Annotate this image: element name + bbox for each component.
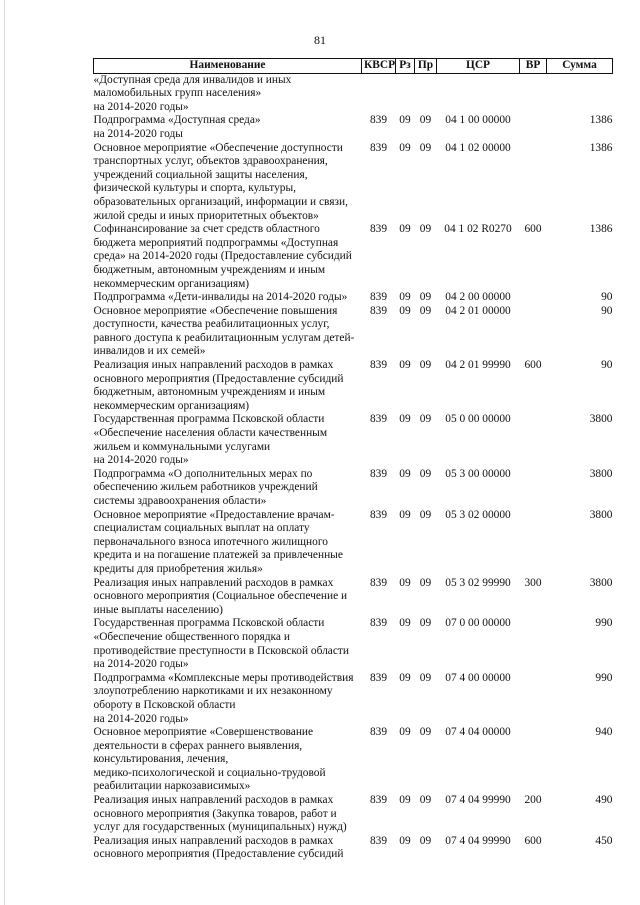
cell-kvsr: 839 [369,114,388,127]
budget-table [93,58,613,862]
cell-sum: 3800 [589,576,613,589]
cell-name: Подпрограмма «Доступная среда» на 2014-2020 годы [93,114,261,140]
cell-rz: 09 [399,794,411,807]
cell-sum: 990 [595,617,613,630]
cell-name: Реализация иных направлений расходов в рамках основного мероприятия (Предоставление субсидий [93,834,344,861]
cell-csr: 04 2 00 00000 [445,291,511,304]
cell-csr: 07 4 04 99990 [445,834,511,847]
cell-kvsr: 839 [369,304,388,317]
cell-name: Реализация иных направлений расходов в рамках основного мероприятия (Предоставление субсидий бюджетным, автономным учреждениям и иным некоммерческим организациям) [93,359,344,412]
cell-name: Реализация иных направлений расходов в рамках основного мероприятия (Закупка товаров, работ и услуг для государственных (муниципальных) нужд) [93,794,347,834]
cell-sum: 90 [601,304,613,317]
cell-rz: 09 [399,671,411,684]
cell-pr: 09 [419,291,432,304]
cell-pr: 09 [419,467,432,480]
table-row [94,672,613,726]
cell-kvsr: 839 [369,576,388,589]
cell-pr: 09 [419,114,432,127]
cell-sum: 1386 [589,141,613,154]
table-body [94,73,613,862]
cell-name: Реализация иных направлений расходов в рамках основного мероприятия (Социальное обеспечение и иные выплаты населению) [93,576,348,616]
header-pr: Пр [415,59,437,74]
header-sum: Сумма [547,59,613,74]
header-rz: Рз [396,59,415,74]
cell-sum: 490 [595,794,613,807]
cell-pr: 09 [419,726,432,739]
cell-rz: 09 [399,467,411,480]
cell-name: Основное мероприятие «Обеспечение повышения доступности, качества реабилитационных услуг, равного доступа к реабилитационным услугам детей-инвалидов и их семей» [93,304,355,358]
header-kvsr: КВСР [362,59,396,74]
cell-csr: 05 3 02 99990 [445,576,511,589]
cell-name: Софинансирование за счет средств областного бюджета мероприятий подпрограммы «Доступная среда» на 2014-2020 годы (Предоставление субсидий бюджетным, автономным учреждениям и иным некоммерческим организациям) [93,223,352,290]
cell-sum: 940 [595,726,613,739]
cell-rz: 09 [399,508,411,521]
table-row [94,794,613,835]
cell-csr [437,73,520,114]
cell-csr: 04 2 01 00000 [445,304,511,317]
table-row [94,291,613,305]
cell-pr: 09 [419,223,432,236]
cell-csr: 05 0 00 00000 [445,413,511,426]
table-row [94,835,613,862]
cell-vr [520,726,547,794]
cell-kvsr: 839 [369,726,388,739]
cell-name: Государственная программа Псковской области «Обеспечение общественного порядка и противодействие преступности в Псковской области на 2014-2020 годы» [93,617,349,671]
cell-name: Государственная программа Псковской области «Обеспечение населения области качественным жильем и коммунальными услугами на 2014-2020 годы» [93,413,328,467]
cell-vr [520,305,547,359]
cell-kvsr: 839 [369,359,388,372]
cell-kvsr: 839 [369,508,388,521]
cell-rz: 09 [399,834,411,847]
cell-sum: 1386 [589,223,613,236]
header-name: Наименование [94,59,362,74]
cell-rz: 09 [399,576,411,589]
cell-kvsr: 839 [369,413,388,426]
cell-kvsr: 839 [369,141,388,154]
cell-pr: 09 [419,794,432,807]
cell-rz: 09 [399,223,411,236]
table-row [94,726,613,794]
cell-kvsr: 839 [369,467,388,480]
cell-csr: 05 3 00 00000 [445,467,511,480]
cell-csr: 07 4 04 99990 [445,794,511,807]
cell-rz: 09 [399,726,411,739]
cell-vr [520,73,547,114]
cell-csr: 07 4 00 00000 [445,671,511,684]
cell-rz: 09 [399,359,411,372]
table-row [94,114,613,141]
cell-pr: 09 [419,576,432,589]
table-row [94,223,613,291]
cell-vr [520,468,547,509]
cell-vr [520,672,547,726]
cell-vr: 600 [524,359,542,372]
cell-pr: 09 [419,413,432,426]
cell-vr: 600 [524,223,542,236]
cell-vr [520,114,547,141]
cell-pr: 09 [419,304,432,317]
table-row [94,617,613,671]
cell-name: Подпрограмма «О дополнительных мерах по обеспечению жильем работников учреждений системы здравоохранения области» [93,467,318,507]
cell-vr [520,509,547,577]
cell-sum: 90 [601,291,613,304]
header-row [94,59,613,74]
cell-pr: 09 [419,141,432,154]
cell-sum: 1386 [589,114,613,127]
table-row [94,142,613,224]
cell-kvsr [362,73,396,114]
cell-kvsr: 839 [369,617,388,630]
cell-rz: 09 [399,617,411,630]
cell-vr [520,617,547,671]
cell-sum: 450 [595,834,613,847]
cell-vr: 200 [524,794,542,807]
table-row [94,73,613,114]
cell-name: Основное мероприятие «Обеспечение доступности транспортных услуг, объектов здравоохранения, учреждений социальной защиты населения, физической культуры и спорта, культуры, образовательных организаций, информации и связи, жилой среды и иных приоритетных объектов» [93,141,348,222]
cell-sum: 90 [601,359,613,372]
cell-vr [520,413,547,467]
cell-vr: 600 [524,834,542,847]
cell-kvsr: 839 [369,794,388,807]
cell-rz: 09 [399,291,411,304]
page-number: 81 [314,33,326,47]
cell-vr [520,142,547,224]
cell-pr: 09 [419,359,432,372]
table-row [94,468,613,509]
cell-csr: 04 2 01 99990 [445,359,511,372]
header-csr: ЦСР [437,59,520,74]
cell-sum: 3800 [589,467,613,480]
cell-rz: 09 [399,413,411,426]
cell-sum: 990 [595,671,613,684]
cell-csr: 07 4 04 00000 [445,726,511,739]
cell-kvsr: 839 [369,223,388,236]
cell-pr: 09 [419,671,432,684]
header-vr: ВР [520,59,547,74]
cell-csr: 04 1 00 00000 [445,114,511,127]
scan-edge-line [4,0,5,905]
cell-sum: 3800 [589,413,613,426]
table-row [94,577,613,618]
cell-name: Основное мероприятие «Предоставление врачам-специалистам социальных выплат на оплату первоначального взноса ипотечного жилищного кредита и на погашение платежей за привлеченные кредиты для приобретения жилья» [93,508,343,575]
cell-pr: 09 [419,617,432,630]
cell-rz: 09 [399,304,411,317]
table-row [94,509,613,577]
cell-kvsr: 839 [369,671,388,684]
cell-pr: 09 [419,834,432,847]
cell-vr [520,291,547,305]
cell-csr: 07 0 00 00000 [445,617,511,630]
cell-rz [396,73,415,114]
cell-pr [415,73,437,114]
cell-sum [547,73,613,114]
table-row [94,359,613,413]
cell-rz: 09 [399,114,411,127]
cell-name: Подпрограмма «Комплексные меры противодействия злоупотреблению наркотиками и их незаконному обороту в Псковской области на 2014-2020 годы» [93,671,354,725]
cell-vr: 300 [524,576,542,589]
cell-csr: 04 1 02 R0270 [444,223,512,236]
cell-sum: 3800 [589,508,613,521]
cell-kvsr: 839 [369,834,388,847]
table-row [94,305,613,359]
cell-name: «Доступная среда для инвалидов и иных маломобильных групп населения» на 2014-2020 годы» [93,73,292,113]
cell-kvsr: 839 [369,291,388,304]
cell-csr: 05 3 02 00000 [445,508,511,521]
table-row [94,413,613,467]
cell-csr: 04 1 02 00000 [445,141,511,154]
cell-rz: 09 [399,141,411,154]
table-header [94,59,613,74]
cell-name: Подпрограмма «Дети-инвалиды на 2014-2020 годы» [93,291,348,304]
cell-name: Основное мероприятие «Совершенствование деятельности в сферах раннего выявления, консультирования, лечения, медико-психологической и социально-трудовой реабилитации наркозависимых» [93,726,326,793]
cell-pr: 09 [419,508,432,521]
